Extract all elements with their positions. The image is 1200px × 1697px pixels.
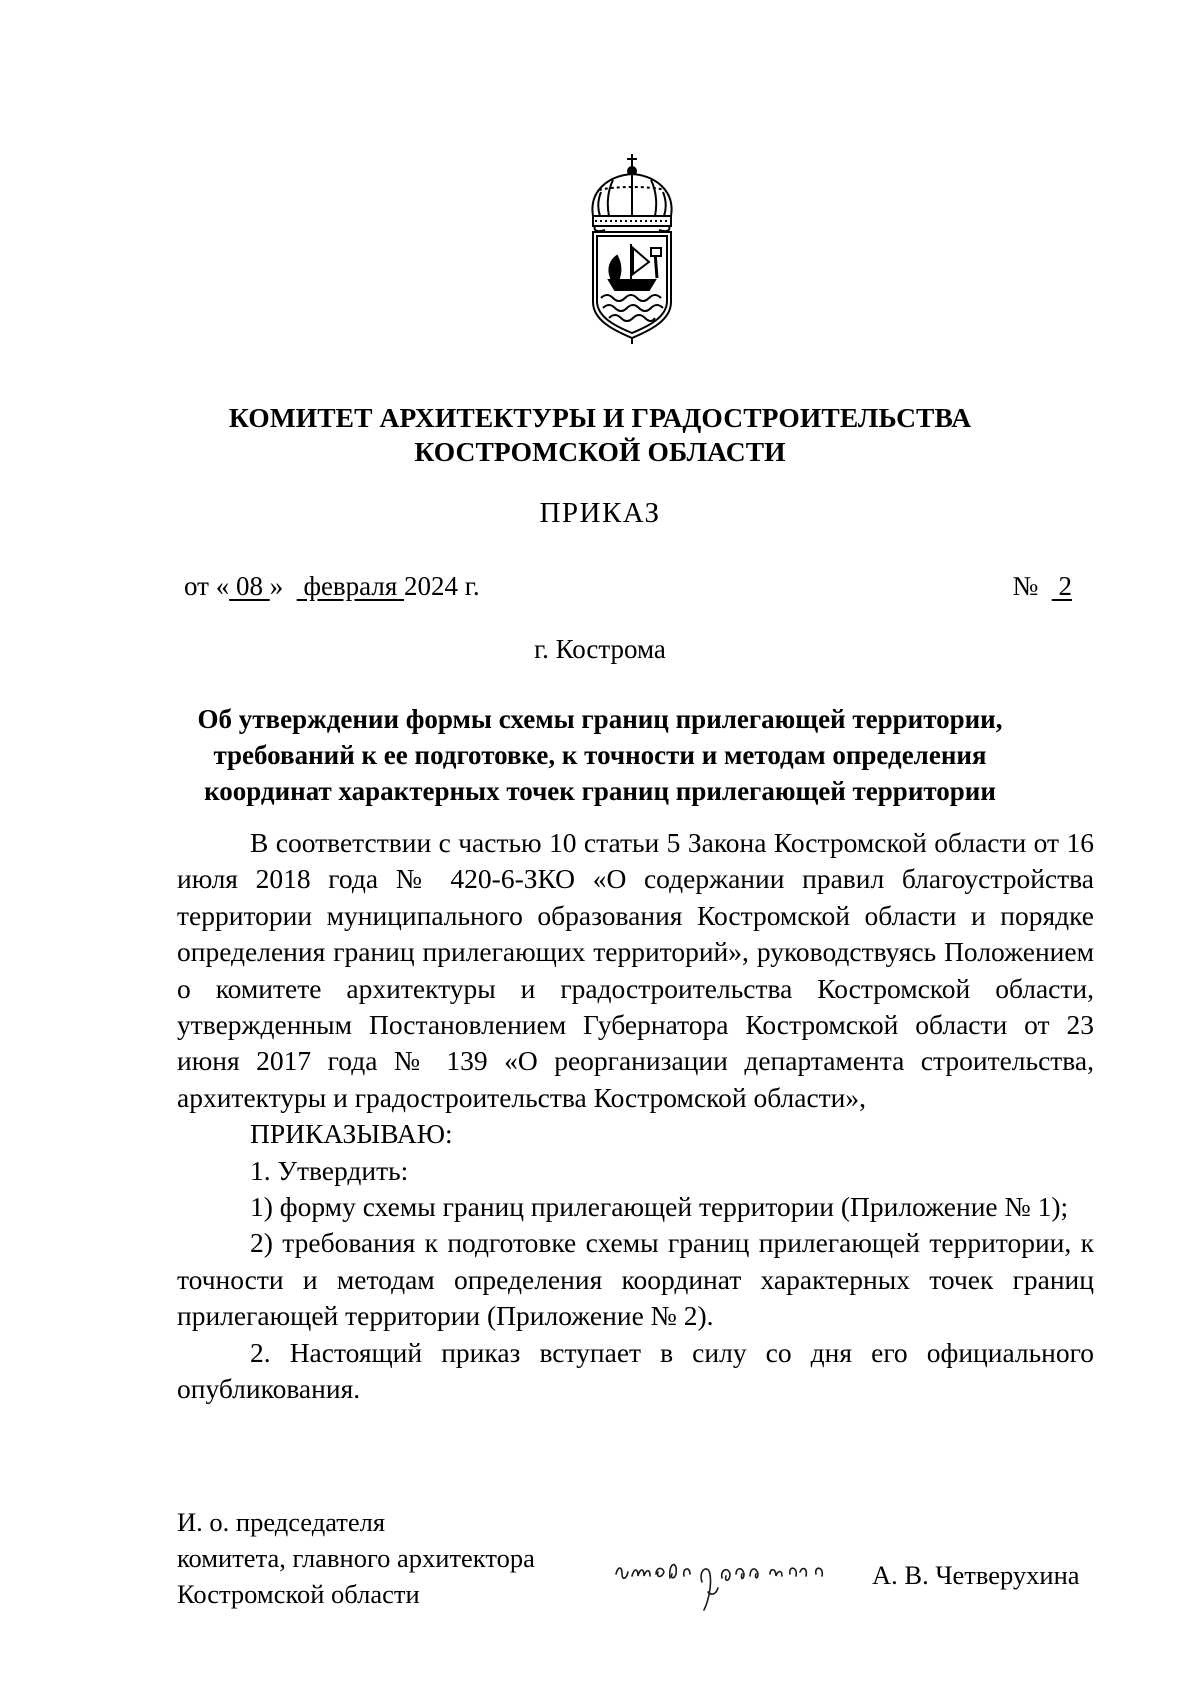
signatory-title [177, 1504, 535, 1612]
organization-name-line1: КОМИТЕТ АРХИТЕКТУРЫ И ГРАДОСТРОИТЕЛЬСТВА [228, 402, 972, 433]
city: г. Кострома [534, 634, 666, 664]
order-date [184, 571, 480, 602]
date-day: 08 [235, 571, 263, 601]
date-year: 2024 г. [404, 571, 480, 601]
item-2: 2. Настоящий приказ вступает в силу со дня его официального опубликования. [177, 1336, 1094, 1405]
directive: ПРИКАЗЫВАЮ: [250, 1118, 453, 1150]
subject-line: Об утверждении формы схемы границ прилегающей территории, [197, 704, 1003, 734]
item-1-1: 1) форму схемы границ прилегающей территории (Приложение № 1); [250, 1191, 1069, 1223]
order-body [177, 825, 1094, 1408]
handwritten-signature [612, 1552, 830, 1614]
signatory-name: А. В. Четверухина [872, 1560, 1080, 1590]
subject-line: требований к ее подготовке, к точности и методам определения [213, 740, 987, 770]
item-1-2: 2) требования к подготовке схемы границ прилегающей территории, к точности и методам определения координат характерных точек границ прилегающей территории (Приложение № 2). [177, 1227, 1094, 1332]
date-middle: » [269, 571, 284, 601]
order-subject [160, 701, 1040, 809]
date-month: февраля [303, 571, 398, 601]
order-number [1012, 571, 1072, 602]
document-title: ПРИКАЗ [539, 497, 661, 529]
preamble-paragraph: В соответствии с частью 10 статьи 5 Закона Костромской области от 16 июля 2018 года № 420-6-ЗКО «О содержании правил благоустройства территории муниципального образования Костромской области и порядке определения границ прилегающих территорий», руководствуясь Положением о комитете архитектуры и градостроительства Костромской области, утвержденным Постановлением Губернатора Костромской области от 23 июня 2017 года № 139 «О реорганизации департамента строительства, архитектуры и градостроительства Костромской области», [177, 827, 1094, 1113]
number-prefix: № [1012, 571, 1039, 601]
number-value: 2 [1058, 571, 1072, 601]
item-1: 1. Утвердить: [250, 1154, 409, 1186]
signatory-title-line: комитета, главного архитектора [177, 1543, 535, 1573]
kostroma-coat-of-arms-icon [585, 152, 679, 344]
organization-name-line2: КОСТРОМСКОЙ ОБЛАСТИ [414, 436, 786, 467]
signatory-title-line: Костромской области [177, 1579, 420, 1609]
subject-line: координат характерных точек границ прилегающей территории [204, 776, 996, 806]
date-prefix: от « [184, 571, 230, 601]
signatory-title-line: И. о. председателя [177, 1507, 386, 1537]
